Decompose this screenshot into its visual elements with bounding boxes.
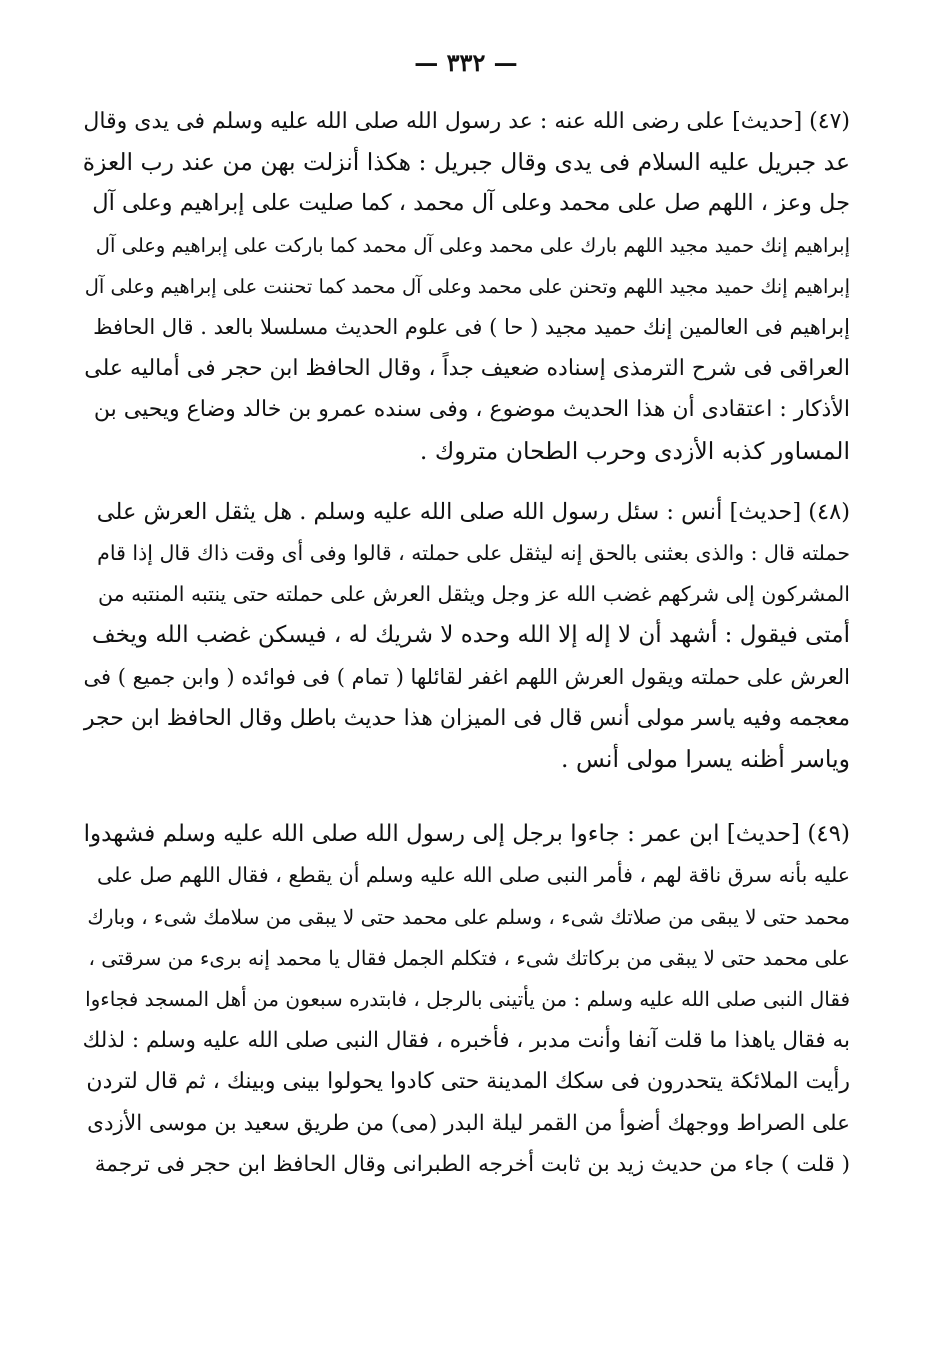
text-line: معجمه وفيه ياسر مولى أنس قال فى الميزان هذا حديث باطل وقال الحافظ ابن حجر	[83, 705, 850, 731]
text-line: به فقال ياهذا ما قلت آنفا وأنت مدبر ، فأخبره ، فقال النبى صلى الله عليه وسلم : لذلك	[82, 1028, 850, 1054]
text-line: أمتى فيقول : أشهد أن لا إله إلا الله وحده لا شريك له ، فيسكن غضب الله ويخف	[91, 622, 850, 649]
text-line: على محمد حتى لا يبقى من بركاتك شىء ، فتكلم الجمل فقال يا محمد إنه برىء من سرقتى ،	[88, 945, 850, 970]
text-line: إبراهيم فى العالمين إنك حميد مجيد ( حا ) فى علوم الحديث مسلسلا بالعد . قال الحافظ	[93, 315, 850, 340]
hadith-47-paragraph	[82, 101, 850, 472]
hadith-49-paragraph	[82, 814, 850, 1185]
text-line: (٤٩) [حديث] ابن عمر : جاءوا برجل إلى رسول الله صلى الله عليه وسلم فشهدوا	[83, 821, 850, 848]
text-line: الأذكار : اعتقادى أن هذا الحديث موضوع ، وفى سنده عمرو بن خالد وضاع ويحيى بن	[93, 397, 850, 423]
text-line: على الصراط ووجهك أضوأ من القمر ليلة البدر (مى) من طريق سعيد بن موسى الأزدى	[87, 1110, 850, 1136]
text-line: حملته قال : والذى بعثنى بالحق إنه ليثقل على حملته ، قالوا وفى أى وقت ذاك قال إذا قام	[97, 541, 850, 566]
text-line: (٤٨) [حديث] أنس : سئل رسول الله صلى الله عليه وسلم . هل يثقل العرش على	[96, 498, 850, 525]
text-line: وياسر أظنه يسرا مولى أنس .	[561, 745, 850, 774]
text-line: (٤٧) [حديث] على رضى الله عنه : عد رسول الله صلى الله عليه وسلم فى يدى وقال	[83, 109, 850, 134]
text-line: المساور كذبه الأزدى وحرب الطحان متروك .	[419, 436, 850, 465]
text-line: ( قلت ) جاء من حديث زيد بن ثابت أخرجه الطبرانى وقال الحافظ ابن حجر فى ترجمة	[94, 1151, 850, 1177]
text-line: عد جبريل عليه السلام فى يدى وقال جبريل : هكذا أنزلت بهن من عند رب العزة	[82, 148, 850, 177]
text-line: العرش على حملته ويقول العرش اللهم اغفر لقائلها ( تمام ) فى فوائده ( وابن جميع ) فى	[83, 664, 850, 689]
page-number: — ٣٣٢ —	[414, 48, 518, 77]
text-line: محمد حتى لا يبقى من صلاتك شىء ، وسلم على محمد حتى لا يبقى من سلامك شىء ، وبارك	[87, 904, 850, 929]
text-line: رأيت الملائكة يتحدرون فى سكك المدينة حتى كادوا يحولوا بينى وبينك ، ثم قال لتردن	[86, 1069, 850, 1095]
text-line: إبراهيم إنك حميد مجيد اللهم وتحنن على محمد وعلى آل محمد كما تحننت على إبراهيم وعلى آل	[84, 274, 850, 298]
text-line: عليه بأنه سرق ناقة لهم ، فأمر النبى صلى الله عليه وسلم أن يقطع ، فقال اللهم صل على	[96, 863, 850, 888]
text-line: فقال النبى صلى الله عليه وسلم : من يأتينى بالرجل ، فابتدره سبعون من أهل المسجد فجاءوا	[85, 987, 850, 1012]
text-line: العراقى فى شرح الترمذى إسناده ضعيف جداً ، وقال الحافظ ابن حجر فى أماليه على	[84, 356, 850, 382]
text-line: المشركون إلى شركهم غضب الله عز وجل ويثقل العرش على حملته حتى ينتبه المنتبه من	[98, 582, 850, 607]
text-line: إبراهيم إنك حميد مجيد اللهم بارك على محمد وعلى آل محمد كما باركت على إبراهيم وعلى آل	[95, 233, 850, 257]
text-line: جل وعز ، اللهم صل على محمد وعلى آل محمد ، كما صليت على إبراهيم وعلى آل	[92, 190, 850, 217]
hadith-48-paragraph	[82, 492, 850, 780]
